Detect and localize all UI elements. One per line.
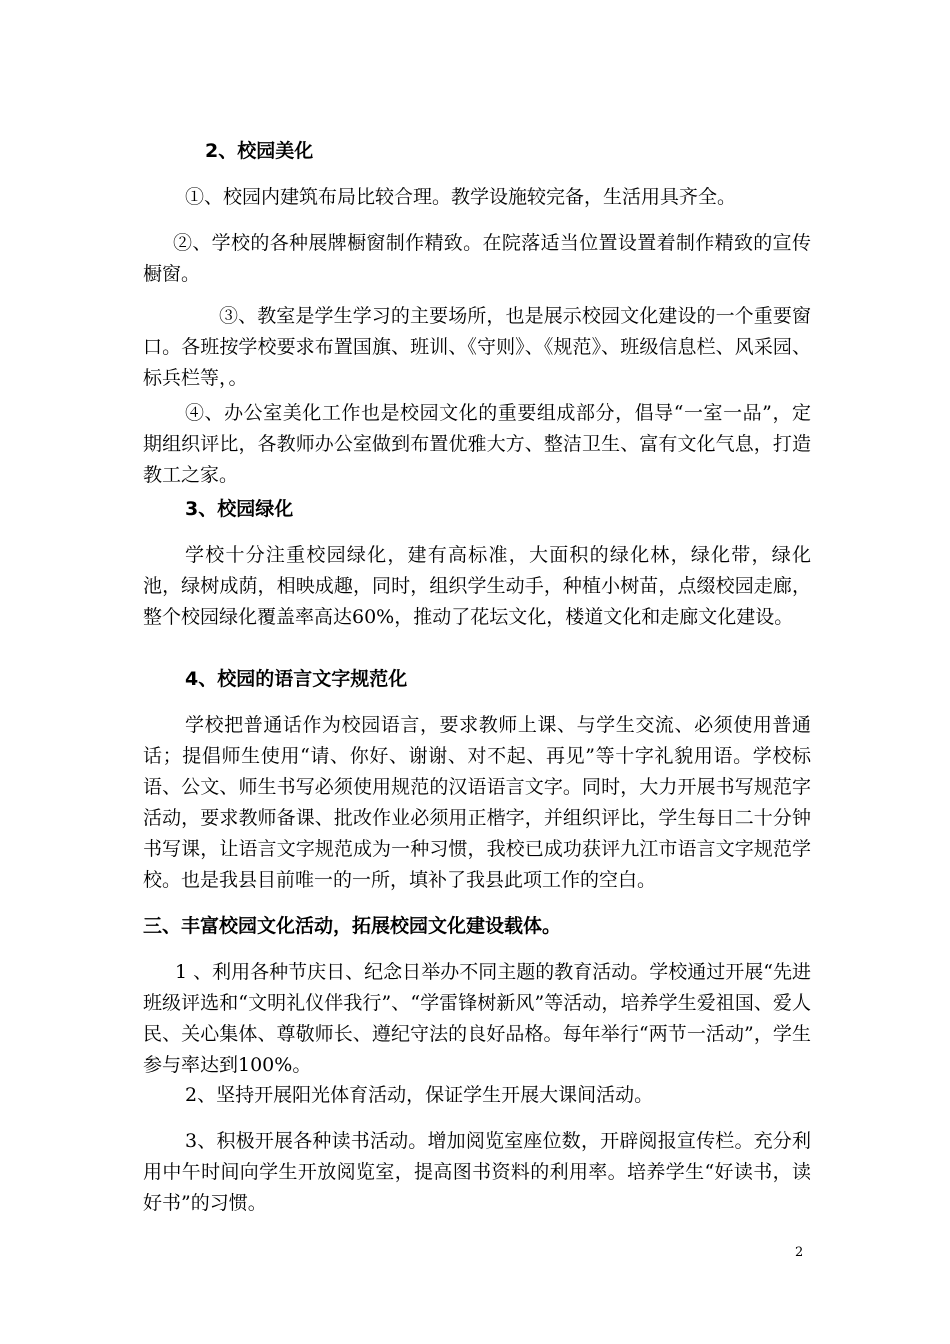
paragraph-language: 学校把普通话作为校园语言，要求教师上课、与学生交流、必须使用普通话；提倡师生使用“请、你好、谢谢、对不起、再见”等十字礼貌用语。学校标语、公文、师生书写必须使用规范的汉语语言文字。同时，大力开展书写规范字活动，要求教师备课、批改作业必须用正楷字，并组织评比，学生每日二十分钟书写课，让语言文字规范成为一种习惯，我校已成功获评九江市语言文字规范学校。也是我县目前唯一的一所，填补了我县此项工作的空白。: [143, 714, 811, 891]
paragraph-activities-2: 2、坚持开展阳光体育活动，保证学生开展大课间活动。: [185, 1084, 654, 1106]
paragraph-greening: 学校十分注重校园绿化，建有高标准，大面积的绿化林，绿化带，绿化池，绿树成荫，相映成趣，同时，组织学生动手，种植小树苗，点缀校园走廊，整个校园绿化覆盖率高达60%，推动了花坛文化，楼道文化和走廊文化建设。: [143, 544, 811, 628]
heading-campus-beautification: 2、校园美化: [205, 140, 314, 162]
heading-campus-greening: 3、校园绿化: [185, 498, 294, 520]
heading-language-standardization: 4、校园的语言文字规范化: [185, 668, 408, 690]
heading-part-three: 三、丰富校园文化活动，拓展校园文化建设载体。: [143, 915, 562, 937]
page-number: 2: [795, 1245, 804, 1260]
paragraph-beautification-4: ④、办公室美化工作也是校园文化的重要组成部分，倡导“一室一品”，定期组织评比，各教师办公室做到布置优雅大方、整洁卫生、富有文化气息，打造教工之家。: [143, 402, 811, 486]
paragraph-activities-1: 1 、利用各种节庆日、纪念日举办不同主题的教育活动。学校通过开展“先进班级评选和“文明礼仪伴我行”、“学雷锋树新风”等活动，培养学生爱祖国、爱人民、关心集体、尊敬师长、遵纪守法的良好品格。每年举行“两节一活动”，学生参与率达到100%。: [143, 961, 811, 1076]
paragraph-beautification-2: ②、学校的各种展牌橱窗制作精致。在院落适当位置设置着制作精致的宣传橱窗。: [143, 232, 811, 285]
paragraph-beautification-1: ①、校园内建筑布局比较合理。教学设施较完备，生活用具齐全。: [185, 186, 737, 208]
paragraph-activities-3: 3、积极开展各种读书活动。增加阅览室座位数，开辟阅报宣传栏。充分利用中午时间向学生开放阅览室，提高图书资料的利用率。培养学生“好读书，读好书”的习惯。: [143, 1130, 811, 1214]
paragraph-beautification-3: ③、教室是学生学习的主要场所，也是展示校园文化建设的一个重要窗口。各班按学校要求布置国旗、班训、《守则》、《规范》、班级信息栏、风采园、标兵栏等，。: [143, 305, 811, 389]
